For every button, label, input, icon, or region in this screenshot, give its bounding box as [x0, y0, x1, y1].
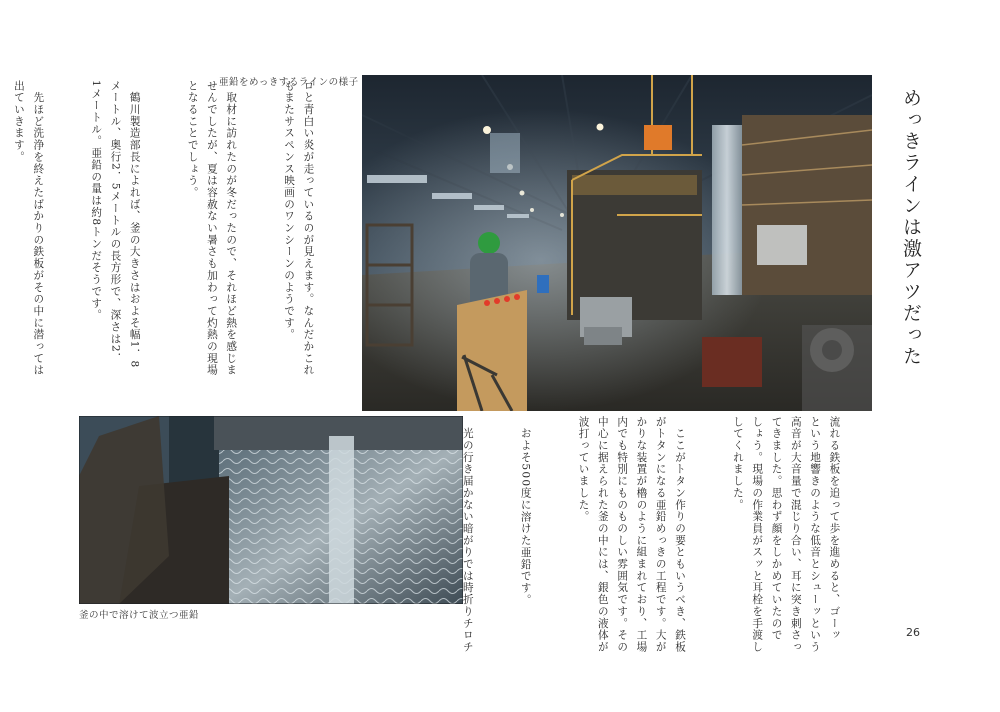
bottom-photo-caption: 釜の中で溶けて波立つ亜鉛 — [79, 610, 200, 621]
right-paragraph-1: 流れる鉄板を追って歩を進めると、ゴーッ という地響きのような低音とシューッという 高音が大音量で混じり合い、耳に突き刺さっ てきました。思わず顔をしかめていたので しょう。現場の作業員がスッと耳栓を手渡し してくれました。 — [731, 416, 841, 653]
left-paragraph-1: ロと青白い炎が走っているのが見えます。なんだかこれ もまたサスペンス映画のワンシーンのようです。 — [283, 80, 315, 377]
top-photo-caption: 亜鉛をめっきするラインの様子 — [219, 77, 359, 88]
left-body-text — [12, 80, 356, 392]
molten-zinc-photo — [79, 416, 463, 604]
right-paragraph-2: ここがトタン作りの要ともいうべき、鉄板 がトタンになる亜鉛めっきの工程です。大が かりな装置が櫓のように組まれており、工場 内でも特別にものものしい雰囲気です。その 中心に据えられた釜の中には、銀色の液体が 波打っていました。 — [577, 416, 687, 653]
right-paragraph-3: およそ500度に溶けた亜鉛です。 — [519, 416, 532, 606]
left-paragraph-2: 取材に訪れたのが冬だったので、それほど熱を感じま せんでしたが、夏は容赦ない暑さも加わって灼熱の現場 となることでしょう。 — [186, 80, 238, 377]
page-title: めっきラインは激アツだった — [900, 88, 922, 368]
right-paragraph-4: 光の行き届かない暗がりでは時折りチロチ — [461, 416, 474, 653]
left-paragraph-4: 先ほど洗浄を終えたばかりの鉄板がその中に潜っては 出ていきます。 — [12, 80, 45, 377]
galvanizing-line-photo — [362, 75, 872, 411]
left-paragraph-3: 鶴川製造部長によれば、釜の大きさはおよそ幅1．8 メートル、奥行2．5メートルの長方形で、深さは2． 1メートル。亜鉛の量は約8トンだそうです。 — [90, 80, 141, 369]
page-number: 26 — [906, 626, 920, 639]
right-body-text — [461, 416, 882, 653]
